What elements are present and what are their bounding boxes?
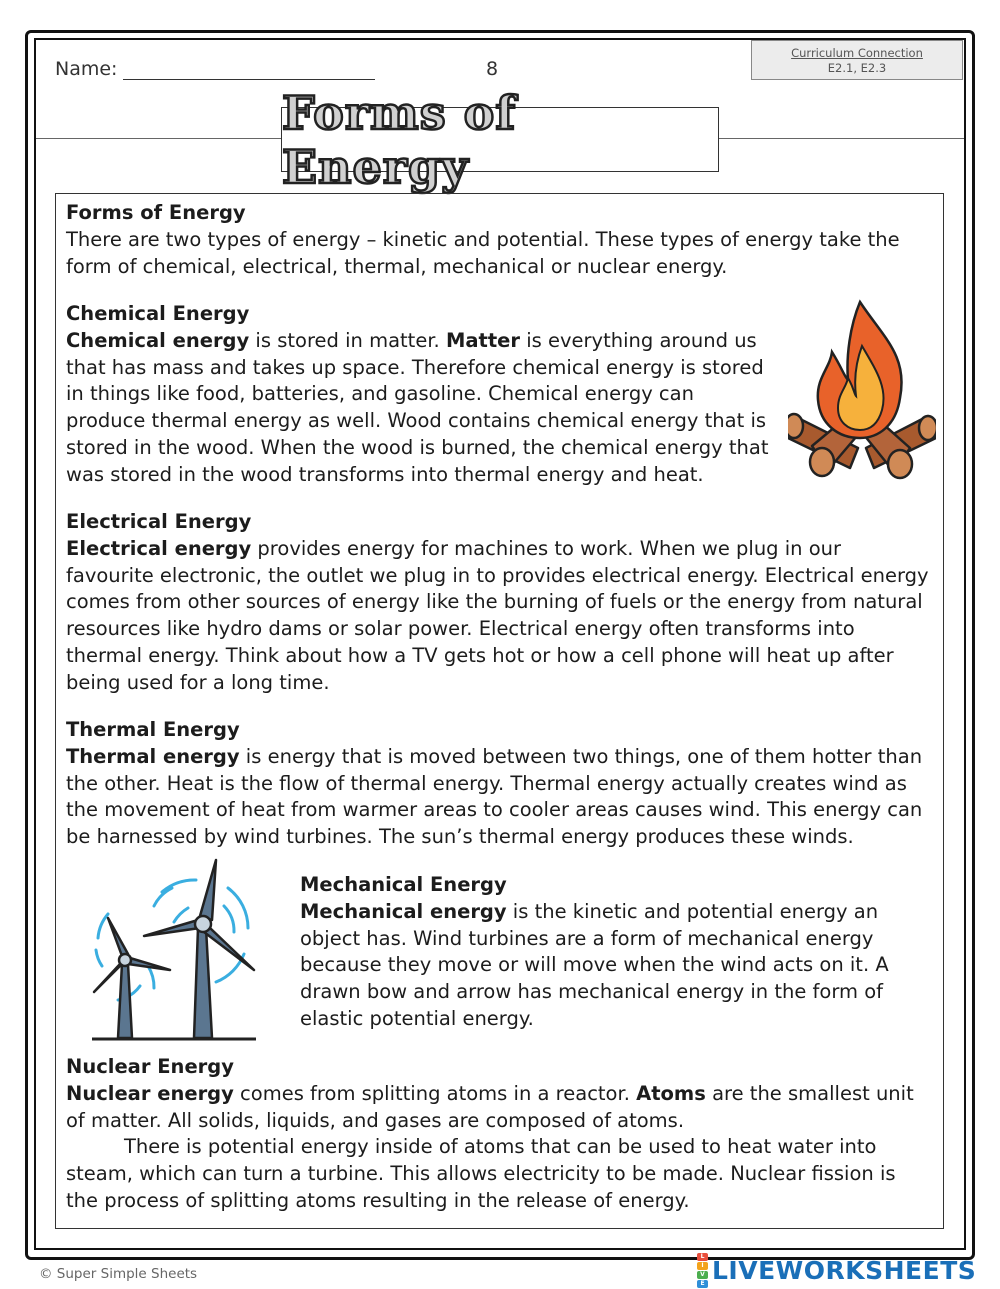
section-text: There are two types of energy – kinetic and potential. These types of energy take the form of chemical, electrical, thermal, mechanical or nuclear energy. — [66, 227, 900, 278]
title-rule-left — [36, 138, 281, 139]
page-title: Forms of Energy — [282, 85, 517, 194]
section-text-paragraph-2: There is potential energy inside of atoms that can be used to heat water into steam, which can turn a turbine. This allows electricity to be made. Nuclear fission is the process of splitting atoms resulting in the release of energy. — [66, 1135, 896, 1212]
section-heading: Chemical Energy — [66, 302, 250, 325]
log-end-left — [788, 414, 803, 438]
section-text: Mechanical energy is the kinetic and potential energy an object has. Wind turbines are a form of mechanical energy because they move or will move when the wind acts on it. A drawn bow and arrow has mechanical energy in the form of elastic potential energy. — [300, 899, 889, 1030]
title-rule-right — [719, 138, 964, 139]
section-thermal — [66, 717, 934, 851]
term-atoms: Atoms — [636, 1081, 706, 1105]
section-electrical — [66, 509, 932, 697]
section-heading: Mechanical Energy — [300, 873, 507, 896]
page-number: 8 — [486, 58, 499, 80]
section-heading: Electrical Energy — [66, 510, 252, 533]
section-heading: Nuclear Energy — [66, 1055, 234, 1078]
campfire-illustration — [788, 298, 936, 488]
section-text: Chemical energy is stored in matter. Matter is everything around us that has mass and takes up space. Therefore chemical energy is stored in things like food, batteries, and gasoline. Chemical energy can produce thermal energy as well. Wood contains chemical energy that is stored in the wood. When the wood is burned, the chemical energy that was stored in the wood transforms into thermal energy and heat. — [66, 328, 769, 486]
title-banner — [281, 85, 719, 194]
name-field[interactable] — [55, 58, 375, 80]
section-intro — [66, 200, 932, 280]
term-electrical-energy: Electrical energy — [66, 536, 252, 560]
section-text: Electrical energy provides energy for machines to work. When we plug in our favourite electronic, the outlet we plug in to provides electrical energy. Electrical energy comes from other sources of energy like the burning of fuels or the energy from natural resources like hydro dams or solar power. Electrical energy often transforms into thermal energy. Think about how a TV gets hot or how a cell phone will heat up after being used for a long time. — [66, 536, 929, 694]
section-text: Thermal energy is energy that is moved between two things, one of them hotter than the other. Heat is the flow of thermal energy. Thermal energy actually creates wind as the movement of heat from warmer areas to cooler areas causes wind. This energy can be harnessed by wind turbines. The sun’s thermal energy produces these winds. — [66, 744, 923, 849]
name-label: Name: — [55, 58, 118, 80]
term-chemical-energy: Chemical energy — [66, 328, 250, 352]
liveworksheets-icon: L I V E — [697, 1253, 708, 1288]
name-blank-line[interactable] — [123, 61, 375, 80]
curriculum-connection-box — [751, 40, 963, 80]
section-mechanical — [300, 872, 936, 1033]
term-nuclear-energy: Nuclear energy — [66, 1081, 234, 1105]
section-text: Nuclear energy comes from splitting atoms in a reactor. Atoms are the smallest unit of matter. All solids, liquids, and gases are composed of atoms. — [66, 1081, 914, 1132]
log-end-front-right — [888, 450, 912, 478]
turbine-small — [94, 918, 170, 1038]
copyright: © Super Simple Sheets — [39, 1266, 198, 1282]
log-end-right — [919, 416, 936, 440]
section-heading: Forms of Energy — [66, 201, 246, 224]
section-nuclear — [66, 1054, 932, 1215]
liveworksheets-brand: LIVEWORKSHEETS — [712, 1255, 977, 1285]
turbine-large — [144, 860, 254, 1038]
curriculum-title: Curriculum Connection — [791, 46, 923, 60]
term-matter: Matter — [445, 328, 521, 352]
section-chemical — [66, 301, 778, 489]
term-mechanical-energy: Mechanical energy — [300, 899, 507, 923]
curriculum-codes: E2.1, E2.3 — [827, 61, 887, 75]
liveworksheets-logo[interactable] — [697, 1252, 977, 1287]
wind-turbine-illustration — [88, 858, 268, 1048]
section-heading: Thermal Energy — [66, 718, 240, 741]
term-thermal-energy: Thermal energy — [66, 744, 240, 768]
log-end-front-left — [810, 448, 834, 476]
